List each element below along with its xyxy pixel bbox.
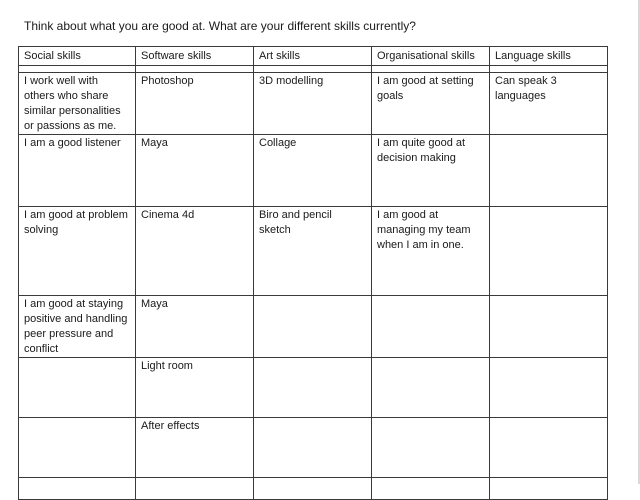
- table-cell[interactable]: [490, 135, 608, 207]
- spacer-cell: [490, 66, 608, 73]
- table-cell[interactable]: [19, 418, 136, 478]
- table-cell[interactable]: [490, 478, 608, 500]
- table-row: [19, 418, 608, 478]
- table-cell[interactable]: Collage: [254, 135, 372, 207]
- header-software-skills: Software skills: [136, 47, 254, 66]
- header-art-skills: Art skills: [254, 47, 372, 66]
- spacer-cell: [19, 66, 136, 73]
- table-row: [19, 73, 608, 135]
- table-cell[interactable]: Can speak 3 languages: [490, 73, 608, 135]
- table-cell[interactable]: [19, 358, 136, 418]
- table-row: [19, 207, 608, 296]
- header-social-skills: Social skills: [19, 47, 136, 66]
- table-cell[interactable]: Photoshop: [136, 73, 254, 135]
- table-cell[interactable]: Maya: [136, 135, 254, 207]
- table-cell[interactable]: I am good at staying positive and handling peer pressure and conflict: [19, 296, 136, 358]
- table-cell[interactable]: Maya: [136, 296, 254, 358]
- table-header-row: [19, 47, 608, 66]
- table-cell[interactable]: [254, 418, 372, 478]
- spacer-cell: [254, 66, 372, 73]
- table-cell[interactable]: [372, 296, 490, 358]
- table-cell[interactable]: I am good at setting goals: [372, 73, 490, 135]
- table-cell[interactable]: 3D modelling: [254, 73, 372, 135]
- header-organisational-skills: Organisational skills: [372, 47, 490, 66]
- table-cell[interactable]: I am quite good at decision making: [372, 135, 490, 207]
- table-cell[interactable]: Biro and pencil sketch: [254, 207, 372, 296]
- table-cell[interactable]: After effects: [136, 418, 254, 478]
- table-cell[interactable]: Light room: [136, 358, 254, 418]
- table-cell[interactable]: [490, 296, 608, 358]
- table-cell[interactable]: [372, 478, 490, 500]
- header-language-skills: Language skills: [490, 47, 608, 66]
- table-cell[interactable]: I am good at problem solving: [19, 207, 136, 296]
- table-cell[interactable]: [372, 358, 490, 418]
- table-cell[interactable]: [136, 478, 254, 500]
- table-row: [19, 478, 608, 500]
- table-spacer-row: [19, 66, 608, 73]
- table-cell[interactable]: I am a good listener: [19, 135, 136, 207]
- table-row: [19, 296, 608, 358]
- table-cell[interactable]: [490, 418, 608, 478]
- table-cell[interactable]: [490, 358, 608, 418]
- spacer-cell: [372, 66, 490, 73]
- table-row: [19, 358, 608, 418]
- table-row: [19, 135, 608, 207]
- skills-table: [18, 46, 608, 500]
- spacer-cell: [136, 66, 254, 73]
- table-cell[interactable]: [19, 478, 136, 500]
- table-cell[interactable]: I am good at managing my team when I am in one.: [372, 207, 490, 296]
- table-cell[interactable]: [254, 296, 372, 358]
- table-cell[interactable]: [490, 207, 608, 296]
- table-cell[interactable]: Cinema 4d: [136, 207, 254, 296]
- table-cell[interactable]: [254, 358, 372, 418]
- table-cell[interactable]: [254, 478, 372, 500]
- table-cell[interactable]: I work well with others who share similar personalities or passions as me.: [19, 73, 136, 135]
- question-prompt: Think about what you are good at. What are your different skills currently?: [24, 19, 416, 33]
- table-cell[interactable]: [372, 418, 490, 478]
